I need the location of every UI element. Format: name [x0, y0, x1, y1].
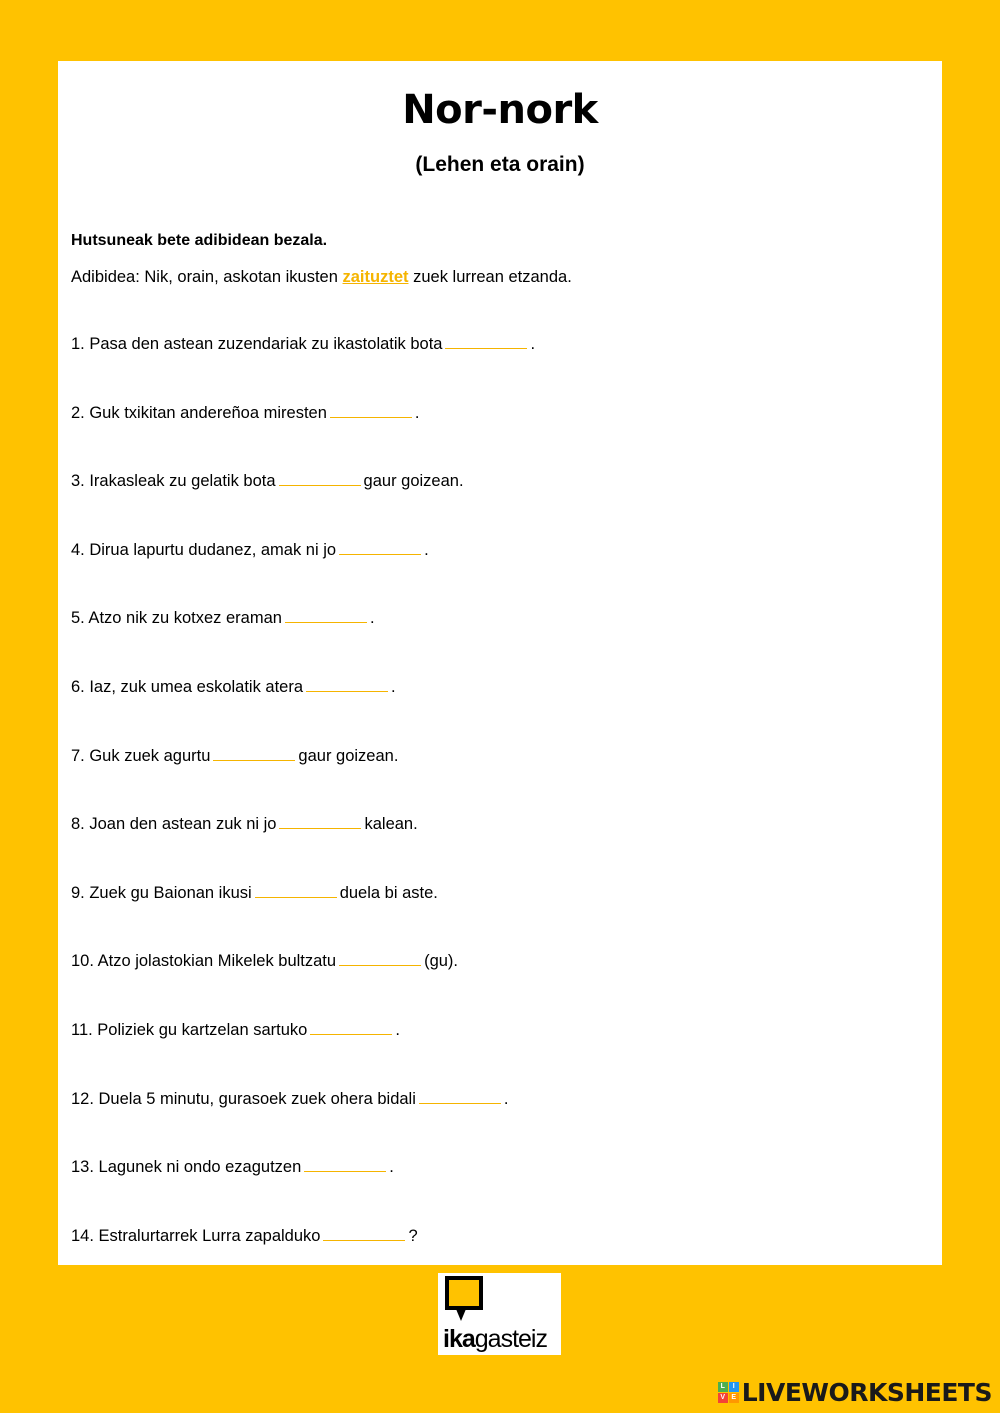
exercise-item [71, 606, 931, 675]
exercise-item [71, 469, 931, 538]
example-answer: zaituztet [342, 268, 409, 286]
badge-letter: I [729, 1382, 739, 1392]
item-suffix: gaur goizean. [298, 746, 399, 765]
live-badge-icon [718, 1382, 739, 1403]
example-after: zuek lurrean etzanda. [413, 268, 572, 286]
item-text: 11. Poliziek gu kartzelan sartuko [71, 1020, 308, 1039]
item-suffix: . [395, 1020, 400, 1039]
item-suffix: . [530, 335, 536, 353]
badge-letter: L [718, 1382, 728, 1392]
worksheet-page [58, 61, 942, 1265]
exercise-item [71, 1155, 931, 1224]
answer-blank[interactable] [285, 606, 367, 623]
item-text: 14. Estralurtarrek Lurra zapalduko [71, 1226, 321, 1245]
item-suffix: ? [408, 1226, 418, 1245]
item-text: 9. Zuek gu Baionan ikusi [71, 883, 252, 902]
answer-blank[interactable] [279, 469, 361, 486]
speech-bubble-tail [456, 1309, 466, 1321]
answer-blank[interactable] [306, 675, 388, 692]
exercise-item [71, 881, 931, 950]
item-text: 8. Joan den astean zuk ni jo [71, 815, 277, 834]
item-text: 3. Irakasleak zu gelatik bota [71, 472, 276, 491]
item-suffix: . [369, 609, 375, 628]
speech-bubble-icon [445, 1276, 483, 1310]
exercise-list [71, 332, 931, 1292]
answer-blank[interactable] [339, 949, 421, 966]
answer-blank[interactable] [445, 332, 527, 349]
answer-blank[interactable] [279, 812, 361, 829]
answer-blank[interactable] [310, 1018, 392, 1035]
example-before: Adibidea: Nik, orain, askotan ikusten [71, 268, 338, 286]
answer-blank[interactable] [304, 1155, 386, 1172]
watermark-text: LIVEWORKSHEETS [741, 1377, 992, 1407]
answer-blank[interactable] [419, 1087, 501, 1104]
example-sentence [71, 268, 572, 287]
item-suffix: (gu). [424, 952, 459, 971]
logo-text-bold: ika [443, 1325, 475, 1353]
liveworksheets-watermark [718, 1377, 992, 1407]
logo-text-rest: gasteiz [474, 1325, 547, 1353]
instruction-text: Hutsuneak bete adibidean bezala. [71, 232, 328, 249]
item-text: 10. Atzo jolastokian Mikelek bultzatu [71, 952, 337, 971]
exercise-item [71, 1018, 931, 1087]
item-suffix: . [389, 1158, 394, 1177]
item-text: 1. Pasa den astean zuzendariak zu ikastolatik bota [71, 335, 443, 353]
exercise-item [71, 332, 931, 401]
item-text: 2. Guk txikitan andereñoa miresten [71, 403, 327, 422]
exercise-item [71, 812, 931, 881]
page-subtitle: (Lehen eta orain) [415, 153, 585, 176]
exercise-item [71, 1087, 931, 1156]
answer-blank[interactable] [330, 401, 412, 418]
exercise-item [71, 538, 931, 607]
item-suffix: . [424, 540, 429, 559]
item-text: 13. Lagunek ni ondo ezagutzen [71, 1158, 302, 1177]
item-suffix: . [391, 677, 396, 696]
answer-blank[interactable] [213, 744, 295, 761]
ikagasteiz-logo [438, 1273, 561, 1355]
badge-letter: V [718, 1393, 728, 1403]
page-title: Nor-nork [402, 87, 598, 133]
answer-blank[interactable] [255, 881, 337, 898]
item-suffix: . [503, 1089, 509, 1108]
item-suffix: duela bi aste. [339, 883, 438, 902]
item-suffix: gaur goizean. [363, 472, 464, 491]
exercise-item [71, 675, 931, 744]
exercise-item [71, 744, 931, 813]
item-text: 5. Atzo nik zu kotxez eraman [71, 609, 282, 628]
item-text: 7. Guk zuek agurtu [71, 746, 211, 765]
answer-blank[interactable] [323, 1224, 405, 1241]
item-text: 4. Dirua lapurtu dudanez, amak ni jo [71, 540, 337, 559]
item-suffix: . [414, 403, 420, 422]
badge-letter: E [729, 1393, 739, 1403]
item-suffix: kalean. [364, 815, 418, 834]
item-text: 12. Duela 5 minutu, gurasoek zuek ohera bidali [71, 1089, 416, 1108]
item-text: 6. Iaz, zuk umea eskolatik atera [71, 677, 304, 696]
answer-blank[interactable] [339, 538, 421, 555]
logo-text [443, 1325, 547, 1354]
exercise-item [71, 949, 931, 1018]
exercise-item [71, 401, 931, 470]
